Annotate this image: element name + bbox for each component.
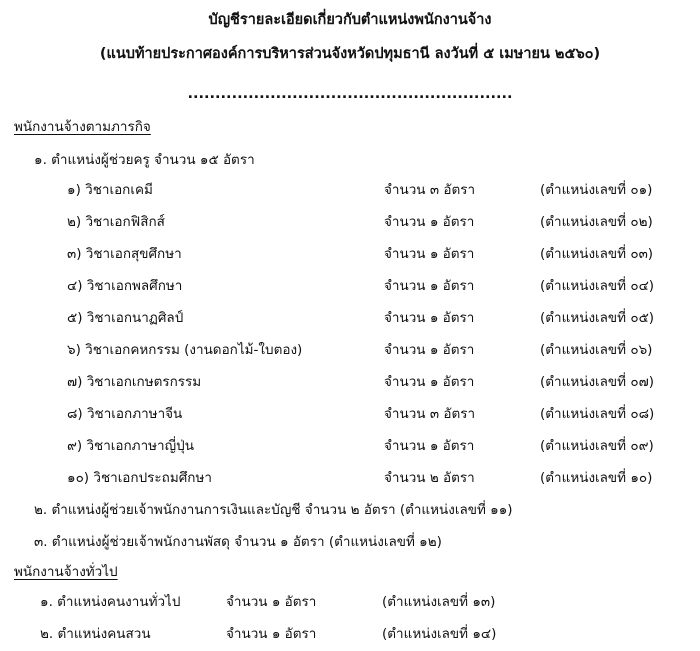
subject-name: ๗) วิชาเอกเกษตรกรรม xyxy=(67,374,202,390)
document-title: บัญชีรายละเอียดเกี่ยวกับตำแหน่งพนักงานจ้าง xyxy=(208,12,492,28)
subject-number: (ตำแหน่งเลขที่ ๐๘) xyxy=(540,406,655,422)
general-heading: พนักงานจ้างทั่วไป xyxy=(14,564,118,580)
general-number: (ตำแหน่งเลขที่ ๑๔) xyxy=(382,626,497,642)
mission-heading: พนักงานจ้างตามภารกิจ xyxy=(14,119,151,135)
subject-number: (ตำแหน่งเลขที่ ๐๒) xyxy=(540,214,653,230)
subject-count: จำนวน ๑ อัตรา xyxy=(384,278,475,294)
subject-count: จำนวน ๓ อัตรา xyxy=(384,406,476,422)
position-teacher-assistant: ๑. ตำแหน่งผู้ช่วยครู จำนวน ๑๕ อัตรา xyxy=(34,152,255,168)
subject-count: จำนวน ๑ อัตรา xyxy=(384,342,475,358)
subject-name: ๘) วิชาเอกภาษาจีน xyxy=(67,406,183,422)
subject-name: ๒) วิชาเอกฟิสิกส์ xyxy=(67,214,165,230)
general-name: ๒. ตำแหน่งคนสวน xyxy=(40,626,151,642)
subject-name: ๓) วิชาเอกสุขศึกษา xyxy=(67,246,182,262)
subject-number: (ตำแหน่งเลขที่ ๐๙) xyxy=(540,438,654,454)
subject-number: (ตำแหน่งเลขที่ ๐๖) xyxy=(540,342,653,358)
general-number: (ตำแหน่งเลขที่ ๑๓) xyxy=(382,594,496,610)
position-supply-assistant: ๓. ตำแหน่งผู้ช่วยเจ้าพนักงานพัสดุ จำนวน ๑ อัตรา (ตำแหน่งเลขที่ ๑๒) xyxy=(34,534,442,550)
subject-name: ๕) วิชาเอกนาฏศิลป์ xyxy=(67,310,184,326)
general-count: จำนวน ๑ อัตรา xyxy=(226,626,317,642)
subject-number: (ตำแหน่งเลขที่ ๐๗) xyxy=(540,374,654,390)
subject-name: ๙) วิชาเอกภาษาญี่ปุ่น xyxy=(67,438,194,454)
subject-count: จำนวน ๓ อัตรา xyxy=(384,182,476,198)
subject-number: (ตำแหน่งเลขที่ ๐๕) xyxy=(540,310,655,326)
divider-dots: ........................................................... xyxy=(187,86,513,102)
subject-name: ๑) วิชาเอกเคมี xyxy=(67,182,153,198)
general-name: ๑. ตำแหน่งคนงานทั่วไป xyxy=(40,594,181,610)
subject-name: ๖) วิชาเอกคหกรรม (งานดอกไม้-ใบตอง) xyxy=(67,342,303,358)
subject-number: (ตำแหน่งเลขที่ ๐๔) xyxy=(540,278,655,294)
position-finance-assistant: ๒. ตำแหน่งผู้ช่วยเจ้าพนักงานการเงินและบัญชี จำนวน ๒ อัตรา (ตำแหน่งเลขที่ ๑๑) xyxy=(34,502,513,518)
document-subtitle: (แนบท้ายประกาศองค์การบริหารส่วนจังหวัดปทุมธานี ลงวันที่ ๕ เมษายน ๒๕๖๐) xyxy=(99,46,601,62)
subject-number: (ตำแหน่งเลขที่ ๐๓) xyxy=(540,246,654,262)
subject-count: จำนวน ๑ อัตรา xyxy=(384,438,475,454)
subject-number: (ตำแหน่งเลขที่ ๑๐) xyxy=(540,470,653,486)
subject-number: (ตำแหน่งเลขที่ ๐๑) xyxy=(540,182,653,198)
subject-count: จำนวน ๒ อัตรา xyxy=(384,470,475,486)
subject-count: จำนวน ๑ อัตรา xyxy=(384,246,475,262)
subject-count: จำนวน ๑ อัตรา xyxy=(384,374,475,390)
subject-name: ๑๐) วิชาเอกประถมศึกษา xyxy=(67,470,212,486)
subject-name: ๔) วิชาเอกพลศึกษา xyxy=(67,278,183,294)
subject-count: จำนวน ๑ อัตรา xyxy=(384,310,475,326)
subject-count: จำนวน ๑ อัตรา xyxy=(384,214,475,230)
general-count: จำนวน ๑ อัตรา xyxy=(226,594,317,610)
